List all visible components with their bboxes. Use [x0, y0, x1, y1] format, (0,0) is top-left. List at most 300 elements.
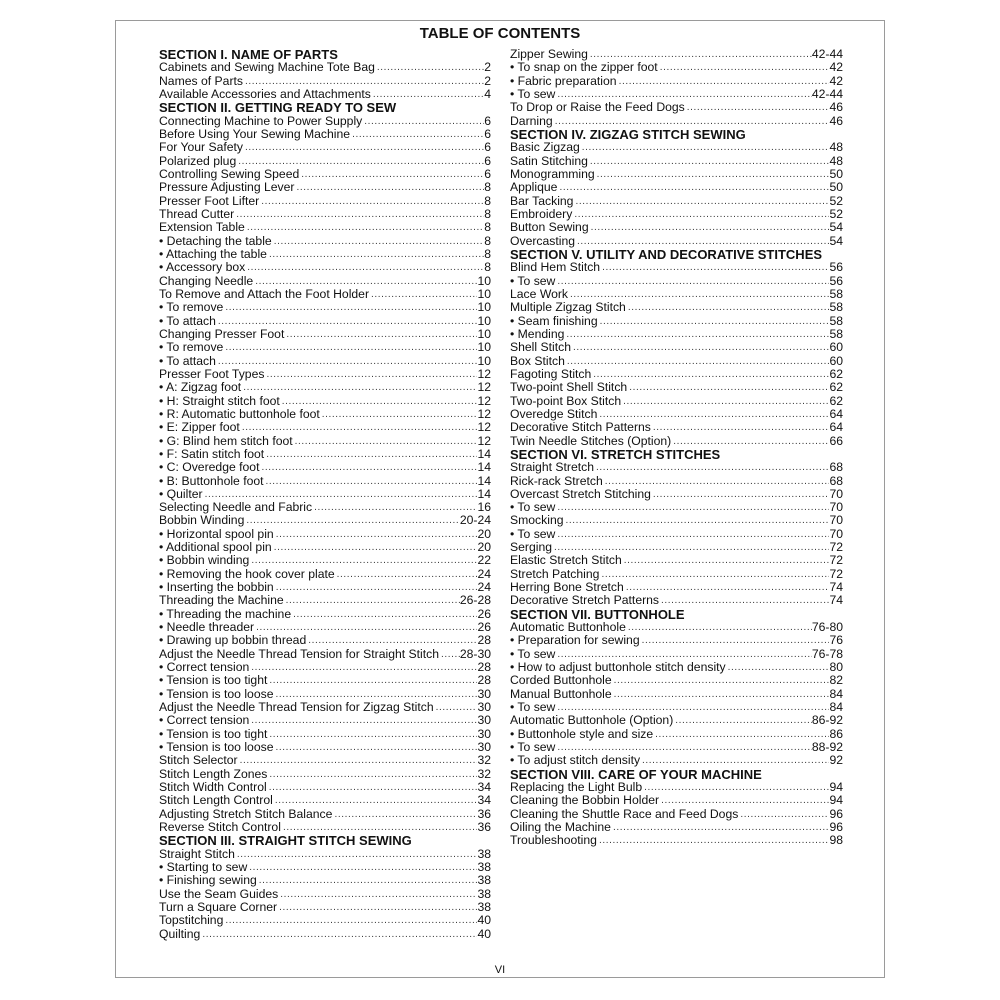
entry-label: • Starting to sew — [159, 861, 248, 875]
dot-leader — [603, 475, 830, 488]
dot-leader — [597, 834, 829, 847]
entry-page-number: 10 — [477, 341, 491, 355]
entry-label: • To attach — [159, 314, 216, 328]
dot-leader — [555, 275, 829, 288]
entry-page-number: 10 — [477, 327, 491, 341]
entry-page-number: 46 — [829, 114, 843, 128]
dot-leader — [589, 221, 830, 234]
dot-leader — [564, 514, 830, 527]
entry-label: Blind Hem Stitch — [510, 261, 601, 275]
dot-leader — [651, 421, 830, 434]
dot-leader — [243, 75, 484, 88]
entry-page-number: 70 — [829, 514, 843, 528]
toc-entry — [510, 101, 843, 114]
entry-page-number: 42-44 — [811, 87, 843, 101]
toc-entry — [510, 208, 843, 221]
toc-entry — [159, 435, 491, 448]
entry-page-number: 20 — [477, 527, 491, 541]
toc-entry — [159, 181, 491, 194]
dot-leader — [362, 115, 484, 128]
toc-entry — [510, 834, 843, 847]
entry-page-number: 8 — [484, 221, 491, 235]
dot-leader — [273, 741, 477, 754]
dot-leader — [594, 461, 829, 474]
entry-label: • Preparation for sewing — [510, 634, 640, 648]
entry-label: • Bobbin winding — [159, 554, 250, 568]
entry-page-number: 38 — [477, 887, 491, 901]
dot-leader — [332, 808, 477, 821]
dot-leader — [591, 368, 829, 381]
entry-page-number: 32 — [477, 767, 491, 781]
entry-page-number: 58 — [829, 314, 843, 328]
toc-section-heading — [159, 48, 491, 61]
dot-leader — [555, 501, 829, 514]
entry-page-number: 70 — [829, 501, 843, 515]
dot-leader — [369, 288, 477, 301]
toc-entry — [510, 688, 843, 701]
dot-leader — [267, 781, 478, 794]
toc-entry — [159, 928, 491, 941]
section-title: SECTION VII. BUTTONHOLE — [510, 607, 685, 622]
dot-leader — [264, 475, 478, 488]
toc-entry — [510, 514, 843, 527]
toc-entry — [159, 395, 491, 408]
toc-entry — [159, 355, 491, 368]
entry-label: Stretch Patching — [510, 567, 600, 581]
toc-entry — [510, 328, 843, 341]
entry-page-number: 8 — [484, 181, 491, 195]
entry-page-number: 46 — [829, 101, 843, 115]
dot-leader — [223, 341, 477, 354]
toc-entry — [510, 714, 843, 727]
entry-page-number: 48 — [829, 141, 843, 155]
entry-page-number: 12 — [477, 381, 491, 395]
dot-leader — [240, 421, 478, 434]
entry-page-number: 66 — [829, 434, 843, 448]
dot-leader — [588, 48, 812, 61]
entry-page-number: 42 — [829, 74, 843, 88]
entry-page-number: 30 — [477, 727, 491, 741]
entry-label: • Inserting the bobbin — [159, 581, 274, 595]
dot-leader — [320, 408, 478, 421]
toc-entry — [510, 155, 843, 168]
toc-entry — [159, 554, 491, 567]
entry-page-number: 26 — [477, 621, 491, 635]
section-title: SECTION III. STRAIGHT STITCH SEWING — [159, 834, 412, 848]
toc-entry — [159, 581, 491, 594]
toc-entry — [510, 648, 843, 661]
dot-leader — [565, 355, 830, 368]
entry-label: Twin Needle Stitches (Option) — [510, 434, 672, 448]
toc-entry — [510, 475, 843, 488]
entry-label: Corded Buttonhole — [510, 674, 612, 688]
dot-leader — [223, 914, 477, 927]
toc-entry — [510, 48, 843, 61]
entry-label: Selecting Needle and Fabric — [159, 501, 313, 515]
dot-leader — [555, 528, 829, 541]
dot-leader — [249, 661, 477, 674]
entry-page-number: 70 — [829, 487, 843, 501]
dot-leader — [595, 168, 830, 181]
entry-label: Stitch Length Control — [159, 794, 273, 808]
dot-leader — [245, 221, 484, 234]
entry-page-number: 62 — [829, 367, 843, 381]
dot-leader — [653, 728, 829, 741]
toc-entry — [159, 861, 491, 874]
dot-leader — [622, 554, 830, 567]
entry-page-number: 50 — [829, 167, 843, 181]
dot-leader — [267, 248, 484, 261]
entry-label: Applique — [510, 181, 558, 195]
entry-label: • Mending — [510, 327, 565, 341]
entry-label: • Tension is too tight — [159, 727, 268, 741]
entry-label: To Remove and Attach the Foot Holder — [159, 287, 370, 301]
entry-page-number: 58 — [829, 301, 843, 315]
dot-leader — [200, 928, 477, 941]
entry-label: Thread Cutter — [159, 207, 235, 221]
entry-page-number: 38 — [477, 874, 491, 888]
dot-leader — [299, 168, 484, 181]
toc-entry — [159, 208, 491, 221]
toc-entry — [510, 528, 843, 541]
dot-leader — [245, 261, 484, 274]
toc-entry — [159, 634, 491, 647]
entry-label: • To sew — [510, 701, 556, 715]
entry-page-number: 38 — [477, 861, 491, 875]
entry-label: Serging — [510, 541, 553, 555]
toc-entry — [510, 741, 843, 754]
entry-label: Manual Buttonhole — [510, 687, 612, 701]
toc-entry — [510, 341, 843, 354]
toc-entry — [159, 195, 491, 208]
entry-page-number: 24 — [477, 581, 491, 595]
entry-label: Use the Seam Guides — [159, 887, 279, 901]
toc-entry — [510, 381, 843, 394]
toc-entry — [159, 248, 491, 261]
toc-entry — [159, 155, 491, 168]
entry-page-number: 54 — [829, 221, 843, 235]
toc-entry — [510, 355, 843, 368]
toc-entry — [159, 448, 491, 461]
entry-label: • H: Straight stitch foot — [159, 394, 280, 408]
dot-leader — [642, 781, 829, 794]
entry-label: • Needle threader — [159, 621, 255, 635]
dot-leader — [659, 594, 829, 607]
dot-leader — [575, 235, 829, 248]
entry-label: Fagoting Stitch — [510, 367, 592, 381]
toc-entry — [510, 395, 843, 408]
entry-label: • Detaching the table — [159, 234, 272, 248]
entry-page-number: 94 — [829, 794, 843, 808]
toc-entry — [159, 848, 491, 861]
dot-leader — [312, 501, 477, 514]
entry-label: Reverse Stitch Control — [159, 821, 281, 835]
entry-page-number: 30 — [477, 701, 491, 715]
dot-leader — [375, 61, 484, 74]
entry-page-number: 6 — [484, 167, 491, 181]
toc-entry — [510, 181, 843, 194]
entry-page-number: 30 — [477, 741, 491, 755]
entry-label: Connecting Machine to Power Supply — [159, 114, 363, 128]
toc-entry — [510, 261, 843, 274]
toc-entry — [159, 821, 491, 834]
entry-page-number: 34 — [477, 794, 491, 808]
entry-page-number: 58 — [829, 287, 843, 301]
entry-label: • To sew — [510, 274, 556, 288]
entry-page-number: 58 — [829, 327, 843, 341]
toc-entry — [510, 435, 843, 448]
entry-page-number: 40 — [477, 914, 491, 928]
entry-label: • Fabric preparation — [510, 74, 617, 88]
entry-label: • Tension is too tight — [159, 674, 268, 688]
dot-leader — [658, 61, 830, 74]
entry-label: • To sew — [510, 741, 556, 755]
toc-entry — [510, 621, 843, 634]
dot-leader — [640, 754, 829, 767]
entry-label: Replacing the Light Bulb — [510, 781, 643, 795]
entry-page-number: 76-78 — [811, 647, 843, 661]
dot-leader — [264, 448, 477, 461]
toc-entry — [159, 275, 491, 288]
entry-label: Rick-rack Stretch — [510, 474, 603, 488]
entry-label: • Threading the machine — [159, 607, 292, 621]
toc-entry — [159, 315, 491, 328]
entry-label: Adjusting Stretch Stitch Balance — [159, 807, 333, 821]
entry-page-number: 64 — [829, 407, 843, 421]
entry-page-number: 54 — [829, 234, 843, 248]
toc-section-heading — [510, 768, 843, 781]
toc-entry — [159, 488, 491, 501]
toc-entry — [510, 808, 843, 821]
dot-leader — [216, 355, 478, 368]
toc-entry — [510, 421, 843, 434]
dot-leader — [335, 568, 478, 581]
entry-page-number: 92 — [829, 754, 843, 768]
dot-leader — [568, 288, 829, 301]
entry-page-number: 10 — [477, 354, 491, 368]
dot-leader — [253, 275, 477, 288]
entry-label: • Seam finishing — [510, 314, 598, 328]
toc-entry — [159, 728, 491, 741]
dot-leader — [626, 301, 830, 314]
entry-page-number: 12 — [477, 367, 491, 381]
entry-page-number: 14 — [477, 461, 491, 475]
toc-entry — [510, 821, 843, 834]
dot-leader — [611, 821, 829, 834]
dot-leader — [673, 714, 812, 727]
toc-entry — [159, 235, 491, 248]
toc-section-heading — [159, 834, 491, 847]
entry-label: Darning — [510, 114, 553, 128]
dot-leader — [235, 848, 478, 861]
toc-entry — [159, 408, 491, 421]
entry-label: Presser Foot Lifter — [159, 194, 260, 208]
entry-page-number: 12 — [477, 407, 491, 421]
toc-entry — [159, 768, 491, 781]
entry-label: • To sew — [510, 87, 556, 101]
entry-label: Monogramming — [510, 167, 595, 181]
toc-entry — [159, 88, 491, 101]
entry-label: Polarized plug — [159, 154, 237, 168]
dot-leader — [293, 435, 478, 448]
dot-leader — [598, 315, 830, 328]
entry-label: • Accessory box — [159, 261, 246, 275]
dot-leader — [203, 488, 478, 501]
entry-page-number: 26 — [477, 607, 491, 621]
entry-page-number: 60 — [829, 354, 843, 368]
toc-entry — [159, 168, 491, 181]
entry-label: • R: Automatic buttonhole foot — [159, 407, 320, 421]
toc-left-column — [159, 48, 491, 941]
toc-entry — [159, 608, 491, 621]
toc-entry — [159, 808, 491, 821]
toc-entry — [159, 621, 491, 634]
toc-entry — [159, 674, 491, 687]
entry-label: Troubleshooting — [510, 834, 597, 848]
entry-label: Embroidery — [510, 207, 573, 221]
dot-leader — [277, 901, 477, 914]
toc-entry — [510, 728, 843, 741]
dot-leader — [216, 315, 478, 328]
entry-page-number: 16 — [477, 501, 491, 515]
entry-label: Two-point Shell Stitch — [510, 381, 628, 395]
toc-entry — [159, 301, 491, 314]
dot-leader — [738, 808, 829, 821]
entry-page-number: 72 — [829, 554, 843, 568]
entry-page-number: 38 — [477, 901, 491, 914]
toc-section-heading — [510, 128, 843, 141]
dot-leader — [247, 861, 477, 874]
entry-label: Adjust the Needle Thread Tension for Straight Stitch — [159, 647, 440, 661]
dot-leader — [434, 701, 478, 714]
toc-entry — [159, 61, 491, 74]
toc-entry — [510, 634, 843, 647]
entry-label: • Tension is too loose — [159, 741, 274, 755]
entry-label: • F: Satin stitch foot — [159, 447, 265, 461]
toc-entry — [159, 421, 491, 434]
dot-leader — [254, 621, 477, 634]
toc-entry — [159, 461, 491, 474]
entry-page-number: 12 — [477, 421, 491, 435]
entry-page-number: 30 — [477, 687, 491, 701]
entry-page-number: 6 — [484, 127, 491, 141]
dot-leader — [557, 181, 829, 194]
entry-page-number: 72 — [829, 541, 843, 555]
dot-leader — [371, 88, 484, 101]
entry-page-number: 12 — [477, 394, 491, 408]
entry-page-number: 94 — [829, 781, 843, 795]
toc-entry — [510, 568, 843, 581]
entry-page-number: 74 — [829, 581, 843, 595]
toc-entry — [159, 141, 491, 154]
toc-entry — [510, 75, 843, 88]
dot-leader — [612, 674, 830, 687]
entry-label: • To attach — [159, 354, 216, 368]
entry-page-number: 86 — [829, 727, 843, 741]
entry-label: • Correct tension — [159, 714, 250, 728]
toc-entry — [159, 594, 491, 607]
toc-entry — [159, 714, 491, 727]
dot-leader — [573, 195, 829, 208]
entry-page-number: 20 — [477, 541, 491, 555]
section-title: SECTION I. NAME OF PARTS — [159, 48, 338, 62]
toc-entry — [159, 661, 491, 674]
dot-leader — [685, 101, 830, 114]
dot-leader — [257, 874, 478, 887]
entry-page-number: 76-80 — [811, 621, 843, 635]
dot-leader — [555, 741, 811, 754]
entry-label: Multiple Zigzag Stitch — [510, 301, 626, 315]
toc-entry — [510, 488, 843, 501]
entry-label: • To sew — [510, 501, 556, 515]
entry-label: • B: Buttonhole foot — [159, 474, 264, 488]
dot-leader — [555, 648, 811, 661]
dot-leader — [278, 888, 477, 901]
entry-page-number: 10 — [477, 287, 491, 301]
entry-page-number: 8 — [484, 261, 491, 275]
toc-entry — [159, 568, 491, 581]
entry-page-number: 8 — [484, 207, 491, 221]
entry-label: Basic Zigzag — [510, 141, 580, 155]
entry-page-number: 8 — [484, 194, 491, 208]
entry-page-number: 34 — [477, 781, 491, 795]
toc-entry — [510, 594, 843, 607]
dot-leader — [267, 768, 477, 781]
entry-label: Automatic Buttonhole — [510, 621, 626, 635]
toc-entry — [159, 528, 491, 541]
entry-label: • To snap on the zipper foot — [510, 61, 658, 75]
dot-leader — [267, 674, 477, 687]
entry-page-number: 6 — [484, 154, 491, 168]
dot-leader — [234, 208, 484, 221]
dot-leader — [273, 688, 477, 701]
toc-entry — [510, 195, 843, 208]
toc-section-heading — [510, 608, 843, 621]
entry-page-number: 84 — [829, 701, 843, 715]
entry-page-number: 20-24 — [459, 514, 491, 528]
entry-page-number: 2 — [484, 74, 491, 88]
entry-label: • To sew — [510, 527, 556, 541]
toc-entry — [159, 115, 491, 128]
toc-entry — [510, 275, 843, 288]
entry-page-number: 28 — [477, 674, 491, 688]
entry-page-number: 68 — [829, 461, 843, 475]
dot-leader — [552, 541, 829, 554]
toc-right-column — [510, 48, 843, 848]
entry-page-number: 10 — [477, 314, 491, 328]
entry-page-number: 2 — [484, 61, 491, 75]
entry-label: Overedge Stitch — [510, 407, 598, 421]
section-title: SECTION II. GETTING READY TO SEW — [159, 101, 397, 115]
entry-label: • G: Blind hem stitch foot — [159, 434, 293, 448]
section-title: SECTION V. UTILITY AND DECORATIVE STITCHES — [510, 247, 823, 262]
entry-label: Stitch Length Zones — [159, 767, 268, 781]
entry-label: To Drop or Raise the Feed Dogs — [510, 101, 685, 115]
toc-entry — [510, 408, 843, 421]
entry-page-number: 36 — [477, 807, 491, 821]
toc-entry — [159, 754, 491, 767]
toc-entry — [510, 554, 843, 567]
entry-label: • Horizontal spool pin — [159, 527, 274, 541]
entry-label: • How to adjust buttonhole stitch density — [510, 661, 726, 675]
entry-label: Extension Table — [159, 221, 245, 235]
entry-label: • Removing the hook cover plate — [159, 567, 335, 581]
entry-page-number: 12 — [477, 434, 491, 448]
entry-label: Straight Stretch — [510, 461, 594, 475]
dot-leader — [273, 794, 478, 807]
entry-label: • Finishing sewing — [159, 874, 257, 888]
dot-leader — [553, 115, 830, 128]
